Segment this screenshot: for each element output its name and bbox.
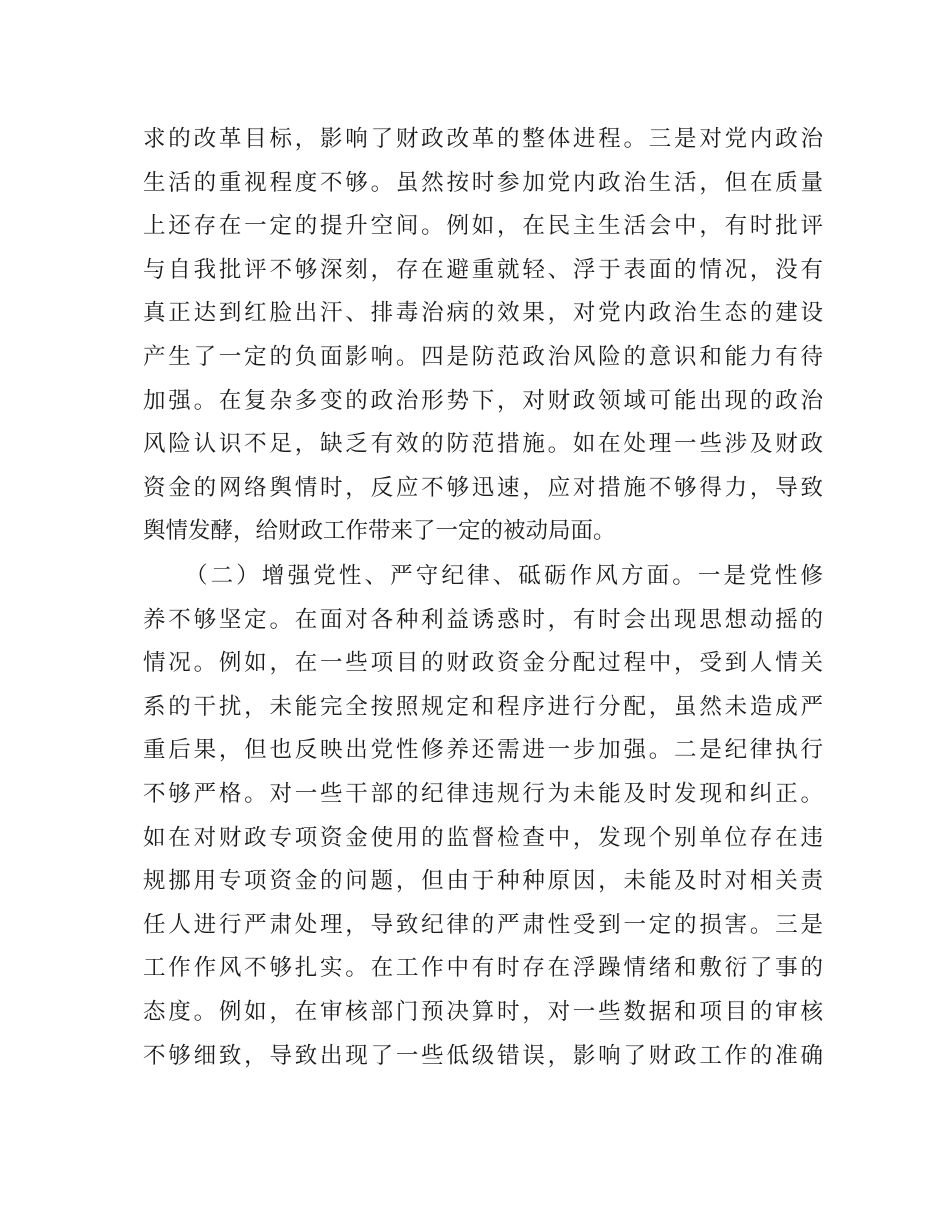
paragraph-2-line: 重后果，但也反映出党性修养还需进一步加强。二是纪律执行 [143, 737, 823, 764]
paragraph-2-line: （二）增强党性、严守纪律、砥砺作风方面。一是党性修 [185, 563, 823, 589]
paragraph-1-line: 加强。在复杂多变的政治形势下，对财政领域可能出现的政治 [143, 387, 823, 414]
paragraph-1-line: 产生了一定的负面影响。四是防范政治风险的意识和能力有待 [143, 343, 823, 370]
paragraph-1-line: 生活的重视程度不够。虽然按时参加党内政治生活，但在质量 [143, 169, 823, 196]
paragraph-2-line: 如在对财政专项资金使用的监督检查中，发现个别单位存在违 [143, 824, 823, 851]
paragraph-2-line: 情况。例如，在一些项目的财政资金分配过程中，受到人情关 [143, 650, 823, 677]
paragraph-1-line: 求的改革目标，影响了财政改革的整体进程。三是对党内政治 [143, 126, 823, 152]
paragraph-1-line: 风险认识不足，缺乏有效的防范措施。如在处理一些涉及财政 [143, 431, 823, 458]
paragraph-2 [143, 555, 823, 1078]
paragraph-2-line: 规挪用专项资金的问题，但由于种种原因，未能及时对相关责 [143, 868, 823, 895]
paragraph-1-line: 与自我批评不够深刻，存在避重就轻、浮于表面的情况，没有 [143, 256, 823, 283]
paragraph-1-line: 资金的网络舆情时，反应不够迅速，应对措施不够得力，导致 [143, 474, 823, 501]
paragraph-2-line: 系的干扰，未能完全按照规定和程序进行分配，虽然未造成严 [143, 693, 823, 720]
paragraph-2-line: 不够严格。对一些干部的纪律违规行为未能及时发现和纠正。 [143, 780, 823, 807]
paragraph-2-line: 态度。例如，在审核部门预决算时，对一些数据和项目的审核 [143, 998, 823, 1025]
paragraph-1-line: 舆情发酵，给财政工作带来了一定的被动局面。 [143, 518, 616, 545]
paragraph-2-line: 工作作风不够扎实。在工作中有时存在浮躁情绪和敷衍了事的 [143, 955, 823, 982]
paragraph-1-line: 真正达到红脸出汗、排毒治病的效果，对党内政治生态的建设 [143, 300, 823, 327]
paragraph-2-line: 任人进行严肃处理，导致纪律的严肃性受到一定的损害。三是 [143, 911, 823, 938]
paragraph-2-line: 养不够坚定。在面对各种利益诱惑时，有时会出现思想动摇的 [143, 606, 823, 633]
paragraph-1 [143, 118, 823, 554]
paragraph-2-line: 不够细致，导致出现了一些低级错误，影响了财政工作的准确 [143, 1042, 823, 1069]
paragraph-1-line: 上还存在一定的提升空间。例如，在民主生活会中，有时批评 [143, 213, 823, 240]
